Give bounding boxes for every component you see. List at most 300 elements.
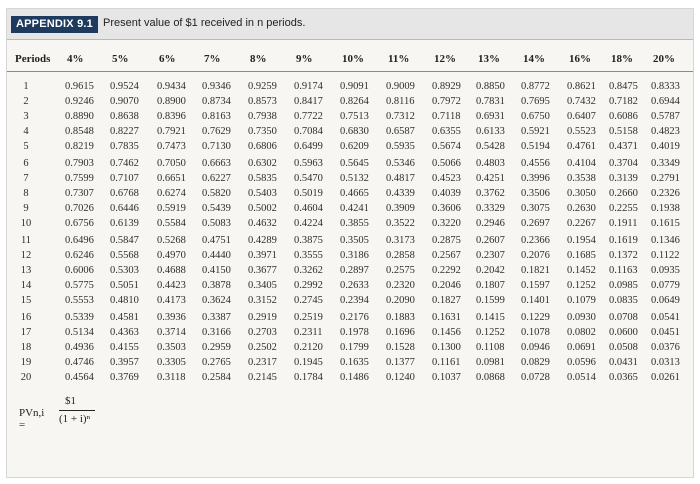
column-header-rate: 20% [653, 53, 675, 65]
factor-cell: 0.2919 [248, 312, 277, 323]
factor-cell: 0.7026 [65, 203, 94, 214]
factor-cell: 0.7050 [157, 158, 186, 169]
factor-cell: 0.4803 [476, 158, 505, 169]
factor-cell: 0.3714 [157, 327, 186, 338]
factor-cell: 0.1945 [294, 357, 323, 368]
factor-cell: 0.7972 [432, 96, 461, 107]
factor-cell: 0.3522 [386, 218, 415, 229]
factor-cell: 0.5775 [65, 280, 94, 291]
formula-denominator: (1 + i)ⁿ [59, 413, 91, 425]
factor-cell: 0.5935 [386, 141, 415, 152]
factor-cell: 0.6274 [157, 188, 186, 199]
factor-cell: 0.2660 [609, 188, 638, 199]
factor-cell: 0.4019 [651, 141, 680, 152]
factor-cell: 0.2519 [294, 312, 323, 323]
factor-cell: 0.8850 [476, 81, 505, 92]
factor-cell: 0.2992 [294, 280, 323, 291]
period-cell: 15 [20, 295, 32, 306]
factor-cell: 0.2897 [340, 265, 369, 276]
factor-cell: 0.9434 [157, 81, 186, 92]
factor-cell: 0.2320 [386, 280, 415, 291]
factor-cell: 0.2630 [567, 203, 596, 214]
factor-cell: 0.1122 [651, 250, 680, 261]
factor-cell: 0.5002 [248, 203, 277, 214]
factor-cell: 0.5019 [294, 188, 323, 199]
factor-cell: 0.4251 [476, 173, 505, 184]
factor-cell: 0.5847 [110, 235, 139, 246]
factor-cell: 0.6587 [386, 126, 415, 137]
table-row [7, 265, 693, 281]
column-header-rate: 4% [67, 53, 84, 65]
factor-cell: 0.3769 [110, 372, 139, 383]
factor-cell: 0.5645 [340, 158, 369, 169]
period-cell: 2 [23, 96, 29, 107]
factor-cell: 0.1252 [476, 327, 505, 338]
column-header-rate: 5% [112, 53, 129, 65]
factor-cell: 0.9070 [110, 96, 139, 107]
factor-cell: 0.4665 [340, 188, 369, 199]
factor-cell: 0.3957 [110, 357, 139, 368]
factor-cell: 0.1252 [567, 280, 596, 291]
table-row [7, 372, 693, 388]
factor-cell: 0.2703 [248, 327, 277, 338]
factor-cell: 0.7921 [157, 126, 186, 137]
factor-cell: 0.4564 [65, 372, 94, 383]
factor-cell: 0.5158 [609, 126, 638, 137]
factor-cell: 0.8638 [110, 111, 139, 122]
factor-cell: 0.5303 [110, 265, 139, 276]
period-cell: 6 [23, 158, 29, 169]
factor-cell: 0.3118 [157, 372, 186, 383]
factor-cell: 0.8621 [567, 81, 596, 92]
factor-cell: 0.4556 [521, 158, 550, 169]
factor-cell: 0.0261 [651, 372, 680, 383]
factor-cell: 0.1456 [432, 327, 461, 338]
factor-cell: 0.6768 [110, 188, 139, 199]
factor-cell: 0.1377 [386, 357, 415, 368]
factor-cell: 0.7130 [202, 141, 231, 152]
factor-cell: 0.1619 [609, 235, 638, 246]
factor-cell: 0.6246 [65, 250, 94, 261]
factor-cell: 0.3503 [157, 342, 186, 353]
table-row [7, 280, 693, 296]
column-header-rate: 16% [569, 53, 591, 65]
factor-cell: 0.2791 [651, 173, 680, 184]
factor-cell: 0.6830 [340, 126, 369, 137]
factor-cell: 0.4039 [432, 188, 461, 199]
factor-cell: 0.7938 [248, 111, 277, 122]
factor-cell: 0.2176 [340, 312, 369, 323]
table-row [7, 312, 693, 328]
factor-cell: 0.2697 [521, 218, 550, 229]
factor-cell: 0.3538 [567, 173, 596, 184]
factor-cell: 0.2502 [248, 342, 277, 353]
factor-cell: 0.5820 [202, 188, 231, 199]
factor-cell: 0.5428 [476, 141, 505, 152]
factor-cell: 0.3762 [476, 188, 505, 199]
factor-cell: 0.1635 [340, 357, 369, 368]
factor-cell: 0.1827 [432, 295, 461, 306]
period-cell: 10 [20, 218, 32, 229]
factor-cell: 0.1240 [386, 372, 415, 383]
factor-cell: 0.6139 [110, 218, 139, 229]
factor-cell: 0.5194 [521, 141, 550, 152]
factor-cell: 0.4751 [202, 235, 231, 246]
period-cell: 8 [23, 188, 29, 199]
table-row [7, 327, 693, 343]
factor-cell: 0.8772 [521, 81, 550, 92]
factor-cell: 0.6133 [476, 126, 505, 137]
factor-cell: 0.7903 [65, 158, 94, 169]
factor-cell: 0.6446 [110, 203, 139, 214]
appendix-page [6, 8, 694, 478]
factor-cell: 0.2959 [202, 342, 231, 353]
factor-cell: 0.1161 [432, 357, 461, 368]
appendix-label: APPENDIX 9.1 [11, 16, 98, 33]
factor-cell: 0.6407 [567, 111, 596, 122]
factor-cell: 0.3050 [567, 188, 596, 199]
table-row [7, 203, 693, 219]
factor-cell: 0.0829 [521, 357, 550, 368]
factor-cell: 0.0313 [651, 357, 680, 368]
factor-cell: 0.3936 [157, 312, 186, 323]
table-row [7, 218, 693, 234]
factor-cell: 0.0596 [567, 357, 596, 368]
factor-cell: 0.1954 [567, 235, 596, 246]
factor-cell: 0.0935 [651, 265, 680, 276]
factor-cell: 0.3173 [386, 235, 415, 246]
factor-cell: 0.1696 [386, 327, 415, 338]
factor-cell: 0.3262 [294, 265, 323, 276]
factor-cell: 0.5919 [157, 203, 186, 214]
factor-cell: 0.2858 [386, 250, 415, 261]
factor-cell: 0.4604 [294, 203, 323, 214]
factor-cell: 0.4823 [651, 126, 680, 137]
column-header-rate: 8% [250, 53, 267, 65]
factor-cell: 0.2745 [294, 295, 323, 306]
factor-cell: 0.6756 [65, 218, 94, 229]
column-header-rate: 14% [523, 53, 545, 65]
factor-cell: 0.0779 [651, 280, 680, 291]
factor-cell: 0.7695 [521, 96, 550, 107]
period-cell: 11 [20, 235, 32, 246]
factor-cell: 0.9524 [110, 81, 139, 92]
factor-cell: 0.2633 [340, 280, 369, 291]
factor-cell: 0.6227 [202, 173, 231, 184]
factor-cell: 0.5470 [294, 173, 323, 184]
factor-cell: 0.4970 [157, 250, 186, 261]
factor-cell: 0.8116 [386, 96, 415, 107]
factor-cell: 0.1615 [651, 218, 680, 229]
factor-cell: 0.2076 [521, 250, 550, 261]
factor-cell: 0.3704 [609, 158, 638, 169]
factor-cell: 0.0981 [476, 357, 505, 368]
formula-numerator: $1 [65, 395, 76, 407]
factor-cell: 0.1938 [651, 203, 680, 214]
factor-cell: 0.1597 [521, 280, 550, 291]
factor-cell: 0.3996 [521, 173, 550, 184]
factor-cell: 0.2120 [294, 342, 323, 353]
factor-cell: 0.4363 [110, 327, 139, 338]
factor-cell: 0.6209 [340, 141, 369, 152]
factor-cell: 0.1599 [476, 295, 505, 306]
factor-cell: 0.3506 [521, 188, 550, 199]
factor-cell: 0.0946 [521, 342, 550, 353]
factor-cell: 0.3186 [340, 250, 369, 261]
column-header-periods: Periods [15, 53, 51, 65]
factor-cell: 0.1346 [651, 235, 680, 246]
factor-cell: 0.3855 [340, 218, 369, 229]
factor-cell: 0.8548 [65, 126, 94, 137]
factor-cell: 0.1631 [432, 312, 461, 323]
factor-cell: 0.5083 [202, 218, 231, 229]
header-divider [7, 71, 693, 72]
factor-cell: 0.7350 [248, 126, 277, 137]
factor-cell: 0.4339 [386, 188, 415, 199]
factor-cell: 0.0541 [651, 312, 680, 323]
factor-cell: 0.9091 [340, 81, 369, 92]
factor-cell: 0.3909 [386, 203, 415, 214]
factor-cell: 0.5963 [294, 158, 323, 169]
table-row [7, 111, 693, 127]
factor-cell: 0.7462 [110, 158, 139, 169]
table-row [7, 141, 693, 157]
factor-cell: 0.3139 [609, 173, 638, 184]
factor-cell: 0.5439 [202, 203, 231, 214]
factor-cell: 0.5132 [340, 173, 369, 184]
factor-cell: 0.2326 [651, 188, 680, 199]
factor-cell: 0.1078 [521, 327, 550, 338]
factor-cell: 0.3387 [202, 312, 231, 323]
factor-cell: 0.9615 [65, 81, 94, 92]
table-row [7, 173, 693, 189]
factor-cell: 0.7084 [294, 126, 323, 137]
factor-cell: 0.6750 [521, 111, 550, 122]
factor-cell: 0.6663 [202, 158, 231, 169]
factor-cell: 0.7307 [65, 188, 94, 199]
factor-cell: 0.3152 [248, 295, 277, 306]
factor-cell: 0.1784 [294, 372, 323, 383]
factor-cell: 0.0365 [609, 372, 638, 383]
factor-cell: 0.1372 [609, 250, 638, 261]
factor-cell: 0.7432 [567, 96, 596, 107]
factor-cell: 0.0868 [476, 372, 505, 383]
table-title: Present value of $1 received in n periods. [103, 17, 306, 29]
factor-cell: 0.1037 [432, 372, 461, 383]
factor-cell: 0.5134 [65, 327, 94, 338]
factor-cell: 0.0600 [609, 327, 638, 338]
factor-cell: 0.9009 [386, 81, 415, 92]
factor-cell: 0.5584 [157, 218, 186, 229]
factor-cell: 0.1486 [340, 372, 369, 383]
factor-cell: 0.3606 [432, 203, 461, 214]
factor-cell: 0.4632 [248, 218, 277, 229]
factor-cell: 0.5568 [110, 250, 139, 261]
period-cell: 3 [23, 111, 29, 122]
period-cell: 7 [23, 173, 29, 184]
factor-cell: 0.5066 [432, 158, 461, 169]
column-header-rate: 10% [342, 53, 364, 65]
period-cell: 12 [20, 250, 32, 261]
factor-cell: 0.5339 [65, 312, 94, 323]
factor-cell: 0.1978 [340, 327, 369, 338]
period-cell: 17 [20, 327, 32, 338]
factor-cell: 0.2946 [476, 218, 505, 229]
factor-cell: 0.2255 [609, 203, 638, 214]
factor-cell: 0.7473 [157, 141, 186, 152]
factor-cell: 0.5268 [157, 235, 186, 246]
fraction-bar [59, 410, 95, 411]
factor-cell: 0.4371 [609, 141, 638, 152]
factor-cell: 0.6499 [294, 141, 323, 152]
factor-cell: 0.4936 [65, 342, 94, 353]
factor-cell: 0.3677 [248, 265, 277, 276]
factor-cell: 0.0985 [609, 280, 638, 291]
factor-cell: 0.1807 [476, 280, 505, 291]
factor-cell: 0.2575 [386, 265, 415, 276]
table-row [7, 235, 693, 251]
factor-cell: 0.0451 [651, 327, 680, 338]
factor-cell: 0.6651 [157, 173, 186, 184]
factor-cell: 0.2307 [476, 250, 505, 261]
factor-cell: 0.8734 [202, 96, 231, 107]
factor-cell: 0.2042 [476, 265, 505, 276]
factor-cell: 0.7513 [340, 111, 369, 122]
factor-cell: 0.8890 [65, 111, 94, 122]
factor-cell: 0.2366 [521, 235, 550, 246]
factor-cell: 0.7722 [294, 111, 323, 122]
factor-cell: 0.9174 [294, 81, 323, 92]
factor-cell: 0.7831 [476, 96, 505, 107]
factor-cell: 0.4581 [110, 312, 139, 323]
factor-cell: 0.3505 [340, 235, 369, 246]
factor-cell: 0.0376 [651, 342, 680, 353]
factor-cell: 0.2145 [248, 372, 277, 383]
factor-cell: 0.9346 [202, 81, 231, 92]
factor-cell: 0.3405 [248, 280, 277, 291]
factor-cell: 0.4155 [110, 342, 139, 353]
factor-cell: 0.4746 [65, 357, 94, 368]
table-row [7, 250, 693, 266]
factor-cell: 0.4224 [294, 218, 323, 229]
factor-cell: 0.8227 [110, 126, 139, 137]
factor-cell: 0.7312 [386, 111, 415, 122]
period-cell: 14 [20, 280, 32, 291]
period-cell: 13 [20, 265, 32, 276]
table-row [7, 357, 693, 373]
period-cell: 19 [20, 357, 32, 368]
factor-cell: 0.2875 [432, 235, 461, 246]
factor-cell: 0.4761 [567, 141, 596, 152]
column-header-rate: 13% [478, 53, 500, 65]
factor-cell: 0.7835 [110, 141, 139, 152]
column-header-rate: 12% [434, 53, 456, 65]
factor-cell: 0.4440 [202, 250, 231, 261]
factor-cell: 0.1079 [567, 295, 596, 306]
factor-cell: 0.3349 [651, 158, 680, 169]
factor-cell: 0.1911 [609, 218, 638, 229]
factor-cell: 0.8163 [202, 111, 231, 122]
factor-cell: 0.1883 [386, 312, 415, 323]
period-cell: 1 [23, 81, 29, 92]
table-row [7, 158, 693, 174]
factor-cell: 0.4150 [202, 265, 231, 276]
factor-cell: 0.6496 [65, 235, 94, 246]
factor-cell: 0.1799 [340, 342, 369, 353]
factor-cell: 0.0691 [567, 342, 596, 353]
factor-cell: 0.5051 [110, 280, 139, 291]
factor-cell: 0.5346 [386, 158, 415, 169]
factor-cell: 0.7182 [609, 96, 638, 107]
factor-cell: 0.2090 [386, 295, 415, 306]
column-header-rate: 18% [611, 53, 633, 65]
table-row [7, 126, 693, 142]
factor-cell: 0.3075 [521, 203, 550, 214]
factor-cell: 0.3305 [157, 357, 186, 368]
factor-cell: 0.5403 [248, 188, 277, 199]
factor-cell: 0.0431 [609, 357, 638, 368]
formula-lhs: PVn,i = [19, 407, 45, 431]
factor-cell: 0.4173 [157, 295, 186, 306]
title-bar [7, 9, 693, 40]
factor-cell: 0.0708 [609, 312, 638, 323]
column-header-rate: 11% [388, 53, 410, 65]
factor-cell: 0.4423 [157, 280, 186, 291]
factor-cell: 0.5921 [521, 126, 550, 137]
factor-cell: 0.6006 [65, 265, 94, 276]
factor-cell: 0.0728 [521, 372, 550, 383]
factor-cell: 0.4688 [157, 265, 186, 276]
factor-cell: 0.8900 [157, 96, 186, 107]
factor-cell: 0.9259 [248, 81, 277, 92]
factor-cell: 0.9246 [65, 96, 94, 107]
period-cell: 20 [20, 372, 32, 383]
factor-cell: 0.3971 [248, 250, 277, 261]
factor-cell: 0.8417 [294, 96, 323, 107]
factor-cell: 0.6302 [248, 158, 277, 169]
factor-cell: 0.2267 [567, 218, 596, 229]
period-cell: 4 [23, 126, 29, 137]
factor-cell: 0.0514 [567, 372, 596, 383]
table-row [7, 342, 693, 358]
factor-cell: 0.3878 [202, 280, 231, 291]
factor-cell: 0.7118 [432, 111, 461, 122]
factor-cell: 0.1452 [567, 265, 596, 276]
factor-cell: 0.8396 [157, 111, 186, 122]
factor-cell: 0.4241 [340, 203, 369, 214]
factor-cell: 0.8264 [340, 96, 369, 107]
factor-cell: 0.2046 [432, 280, 461, 291]
factor-cell: 0.0930 [567, 312, 596, 323]
factor-cell: 0.4810 [110, 295, 139, 306]
factor-cell: 0.1821 [521, 265, 550, 276]
table-row [7, 81, 693, 97]
factor-cell: 0.6806 [248, 141, 277, 152]
table-row [7, 295, 693, 311]
factor-cell: 0.1415 [476, 312, 505, 323]
factor-cell: 0.1300 [432, 342, 461, 353]
factor-cell: 0.5523 [567, 126, 596, 137]
factor-cell: 0.4817 [386, 173, 415, 184]
factor-cell: 0.2311 [294, 327, 323, 338]
factor-cell: 0.6355 [432, 126, 461, 137]
period-cell: 5 [23, 141, 29, 152]
factor-cell: 0.1528 [386, 342, 415, 353]
factor-cell: 0.0802 [567, 327, 596, 338]
column-header-rate: 7% [204, 53, 221, 65]
factor-cell: 0.1685 [567, 250, 596, 261]
factor-cell: 0.8219 [65, 141, 94, 152]
